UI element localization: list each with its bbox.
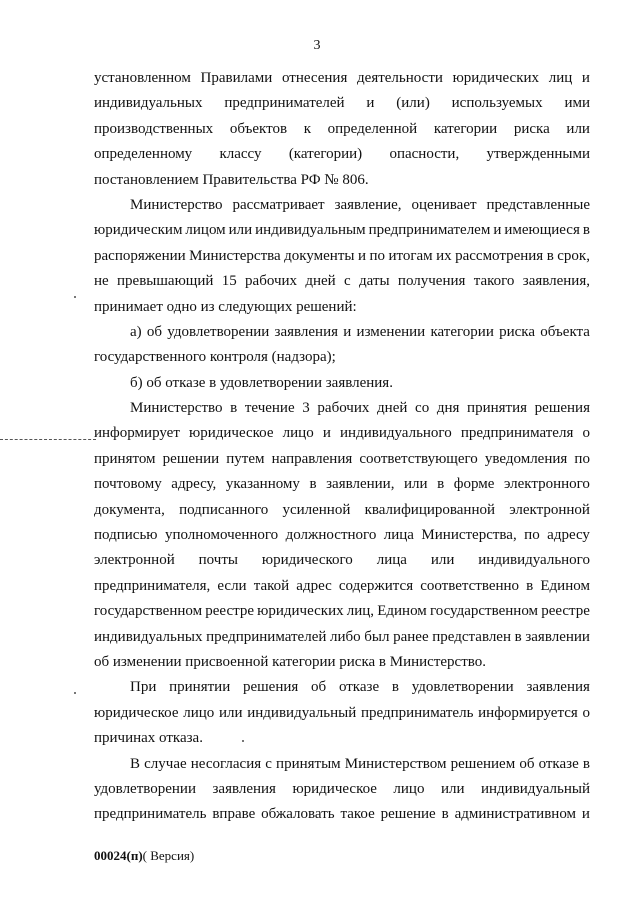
text-line [94,396,590,421]
word: соответственно [420,577,520,594]
word: о [582,704,590,721]
word: такой [253,577,290,594]
word: деятельности [357,70,443,86]
scan-speck [74,692,76,694]
word: в [514,628,522,645]
text-line [94,142,590,167]
word: соответствующего [359,450,478,467]
word: или [440,780,465,797]
text-line [94,193,590,218]
word: и [357,247,366,264]
text-line [94,472,590,497]
word: Министерство [130,400,223,417]
text-line [94,675,590,700]
word: в [526,577,534,594]
word: и [322,425,331,442]
word: электронной [94,552,175,569]
word: представленные [486,196,590,213]
word: решения [534,400,590,417]
text-line [94,447,590,472]
word: о [582,425,590,442]
word: отказе [538,755,579,772]
word: юридическое [189,425,274,442]
word: принятия [467,400,528,417]
text-line [94,91,590,116]
word: 3 [302,400,310,417]
word: производственных [94,120,214,137]
word: информирует [94,425,180,442]
word: вправе [212,806,256,823]
text-line [94,802,590,827]
word: по [524,527,540,544]
word: лицо [393,780,425,797]
word: в [546,247,554,264]
word: даты [359,273,390,290]
word: индивидуальных [94,628,203,645]
word: лицо [183,704,215,721]
word: об [311,679,327,696]
word: электронного [503,476,590,493]
word: принятым [276,755,341,772]
word: и [493,222,502,239]
word: категории [433,120,498,137]
text-line [94,752,590,777]
word: или [430,552,455,569]
word: в [230,400,238,417]
text-line [94,701,590,726]
scan-speck [74,296,76,298]
word: утвержденными [486,146,590,163]
word: получения [397,273,466,290]
text-line [94,574,590,599]
word: 15 [221,273,237,290]
word: адресу, [171,476,217,493]
text-line: причинах отказа. [94,730,203,747]
word: индивидуальным [255,222,366,239]
word: а) [130,323,142,340]
word: распоряжении [94,247,186,264]
text-line: об изменении присвоенной категории риска в Министерство. [94,653,486,670]
text-line: принимает одно из следующих решений: [94,298,357,315]
word: их [436,247,452,264]
word: отнесения [281,70,348,86]
word: предпринимателя [460,425,574,442]
word: в [437,476,445,493]
word: решение [380,806,436,823]
word: Правилами [200,70,273,86]
word: уполномоченного [164,527,279,544]
word: Министерства, [421,527,517,544]
word: В [130,755,141,772]
word: принятии [169,679,231,696]
word: в [391,679,399,696]
word: индивидуального [340,425,452,442]
word: предприниматель [94,806,207,823]
word: об [519,755,535,772]
word: и [581,806,590,823]
text-line [94,269,590,294]
word: со [415,400,430,417]
word: индивидуального [478,552,590,569]
word: почты [198,552,238,569]
word: юридическим [94,222,183,239]
word: (категории) [288,146,363,163]
word: административном [454,806,577,823]
margin-scan-mark [0,439,96,440]
word: усиленной [282,501,351,518]
word: лица [383,527,414,544]
word: реестре [205,603,254,620]
text-line [94,548,590,573]
word: в [309,476,317,493]
word: оценивает [411,196,477,213]
word: юридических [257,603,344,620]
word: такое [340,806,375,823]
word: предпринимателем [368,222,491,239]
word: об [146,323,163,340]
word: государственном [429,603,539,620]
word: Министерства [189,247,281,264]
word: если [217,577,247,594]
word: подписанного [179,501,269,518]
word: заявления [212,780,276,797]
text-line [94,777,590,802]
word: удовлетворении [411,679,514,696]
word: течение [244,400,295,417]
word: содержится [338,577,414,594]
document-version: ( Версия) [142,848,195,863]
word: индивидуальный [247,704,357,721]
word: При [130,679,157,696]
word: отказе [338,679,380,696]
word: предпринимателей [206,628,327,645]
word: рассматривает [232,196,325,213]
word: изменении [356,323,426,340]
word: юридического [261,552,353,569]
word: уведомления [484,450,568,467]
word: или [404,476,428,493]
word: рабочих [317,400,370,417]
word: к [303,120,311,137]
word: случае [144,755,187,772]
text-line [94,599,590,624]
word: ими [564,95,590,112]
word: индивидуальных [94,95,203,112]
word: или [228,222,253,239]
word: такого [473,273,515,290]
word: используемых [451,95,543,112]
word: срок, [557,247,590,264]
word: в [582,755,590,772]
word: объектов [229,120,288,137]
word: лиц, [346,603,375,620]
word: несогласия [190,755,262,772]
word: удовлетворении [94,780,196,797]
word: заявлении [525,628,590,645]
text-line [94,421,590,446]
word: либо [330,628,361,645]
word: почтовому [94,476,162,493]
word: классу [219,146,262,163]
text-line [94,117,590,142]
text-line: государственного контроля (надзора); [94,349,336,366]
word: был [364,628,390,645]
word: юридическое [292,780,377,797]
word: итогам [388,247,433,264]
word: квалифицированной [364,501,495,518]
document-body [94,66,590,828]
word: должностного [285,527,377,544]
text-line [94,218,590,243]
word: Министерством [344,755,447,772]
word: Едином [377,603,427,620]
word: форме [453,476,495,493]
word: электронной [509,501,590,518]
text-line [94,320,590,345]
word: риска [499,323,536,340]
word: предпринимателей [224,95,345,112]
word: с [265,755,272,772]
word: и [581,70,590,86]
word: адресу [547,527,590,544]
page-number: 3 [313,38,321,53]
word: предпринимателя, [94,577,211,594]
word: удовлетворении [167,323,270,340]
word: в [582,222,590,239]
word: подписью [94,527,158,544]
word: определенному [94,146,193,163]
text-line [94,498,590,523]
text-line [94,66,590,91]
word: документа, [94,501,165,518]
word: юридическое [94,704,179,721]
word: или [218,704,243,721]
word: рабочих [245,273,298,290]
word: юридических [452,70,540,86]
word: направления [271,450,353,467]
word: с [344,273,351,290]
footer [94,848,194,864]
word: адрес [296,577,332,594]
word: категории [430,323,494,340]
word: реестре [541,603,590,620]
word: государственном [94,603,203,620]
word: или [566,120,590,137]
word: решения [242,679,299,696]
word: и [343,323,352,340]
text-line [94,244,590,269]
word: определенной [327,120,418,137]
word: имеющиеся [504,222,580,239]
word: рассмотрения [455,247,544,264]
word: заявление, [334,196,402,213]
word: решении [162,450,220,467]
word: (или) [396,95,430,112]
word: превышающий [117,273,214,290]
word: лиц [548,70,573,86]
word: не [94,273,109,290]
word: объекта [540,323,590,340]
word: информируется [478,704,578,721]
word: лицо [282,425,314,442]
text-line: б) об отказе в удовлетворении заявления. [130,374,393,391]
word: опасности, [389,146,460,163]
word: Едином [540,577,590,594]
text-line [94,523,590,548]
word: лица [376,552,407,569]
word: заявлении, [326,476,395,493]
text-line [94,625,590,650]
word: решением [450,755,516,772]
word: заявления [274,323,339,340]
word: индивидуальный [480,780,590,797]
word: предприниматель [360,704,474,721]
word: риска [513,120,550,137]
word: представлен [432,628,511,645]
text-line: постановлением Правительства РФ № 806. [94,171,369,188]
word: заявления [526,679,590,696]
word: по [574,450,590,467]
word: документы [284,247,355,264]
word: ранее [393,628,429,645]
word: и [366,95,375,112]
word: дней [377,400,408,417]
word: дня [436,400,460,417]
word: принятом [94,450,156,467]
word: обжаловать [261,806,335,823]
word: по [369,247,385,264]
word: Министерство [130,196,223,213]
word: в [441,806,449,823]
word: установленном [94,70,191,86]
document-code: 00024(п) [94,848,143,863]
word: лицом [185,222,226,239]
word: дней [305,273,336,290]
word: заявления, [522,273,590,290]
word: путем [226,450,265,467]
word: указанному [225,476,300,493]
